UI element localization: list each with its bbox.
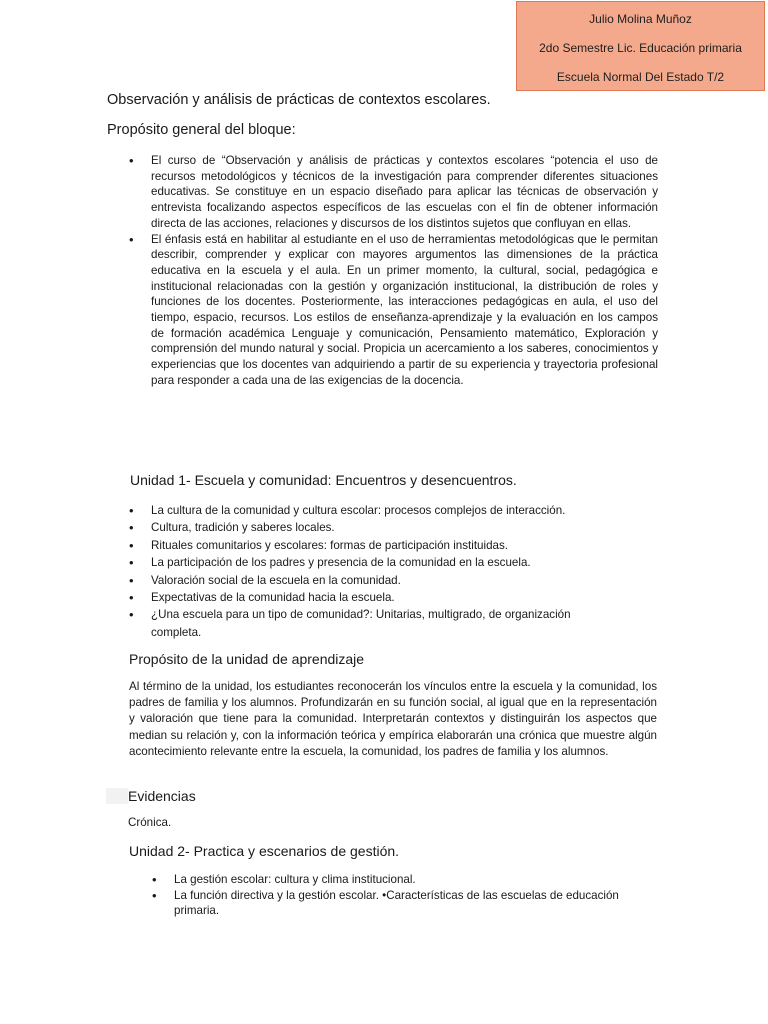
semester-program: 2do Semestre Lic. Educación primaria [539, 41, 742, 55]
list-item: • Rituales comunitarios y escolares: formas de participación instituidas. [151, 537, 621, 554]
list-item: • La participación de los padres y presencia de la comunidad en la escuela. [151, 554, 621, 571]
evidence-text: Crónica. [128, 816, 172, 829]
list-item: • Valoración social de la escuela en la comunidad. [151, 572, 621, 589]
list-item: • Expectativas de la comunidad hacia la escuela. [151, 589, 621, 606]
school-name: Escuela Normal Del Estado T/2 [556, 70, 725, 84]
evidence-highlight [106, 788, 128, 804]
unit1-topic-list [151, 502, 621, 641]
evidence-heading: Evidencias [128, 788, 196, 804]
purpose-bullet-list [151, 153, 658, 389]
purpose-bullet: • El curso de “Observación y análisis de prácticas y contextos escolares “potencia el uso de recursos metodológicos y técnicos de la investigación para comprender diferentes situaciones educativas. Se constituye en un espacio diseñado para aplicar las técnicas de observación y entrevista focalizando aspectos específicos de las escuelas con el fin de obtener información directa de las acciones, relaciones y discursos de los distintos sujetos que confluyan en ellas. [151, 153, 658, 232]
author-name: Julio Molina Muñoz [589, 12, 692, 26]
unit1-purpose-text: Al término de la unidad, los estudiantes reconocerán los vínculos entre la escuela y la comunidad, los padres de familia y los alumnos. Profundizarán en su función social, al igual que en la representación y valoración que tiene para la comunidad. Interpretarán contextos y distinguirán los aspectos que median su relación y, con la información teórica y empírica elaborarán una crónica que muestre algún acontecimiento relevante entre la escuela, la comunidad, los padres de familia y los alumnos. [129, 680, 657, 758]
author-info-box [516, 1, 765, 91]
list-item: • Cultura, tradición y saberes locales. [151, 519, 621, 536]
document-title: Observación y análisis de prácticas de contextos escolares. [107, 92, 491, 108]
unit2-title: Unidad 2- Practica y escenarios de gestión. [129, 843, 400, 859]
list-item: • La función directiva y la gestión escolar. •Características de las escuelas de educación primaria. [174, 888, 662, 919]
purpose-bullet: • El énfasis está en habilitar al estudiante en el uso de herramientas metodológicas que le permitan describir, comprender y explicar con mayores argumentos las dimensiones de la práctica educativa en la escuela y el aula. En un primer momento, la cultural, social, pedagógica e institucional relacionadas con la gestión y organización institucional, la distribución de roles y funciones de los docentes. Posteriormente, las interacciones pedagógicas en aula, el uso del tiempo, espacio, recursos. Los estilos de enseñanza-aprendizaje y la evaluación en los campos de formación académica Lenguaje y comunicación, Pensamiento matemático, Exploración y comprensión del mundo natural y social. Propicia un acercamiento a los saberes, conocimientos y experiencias que los docentes van adquiriendo a partir de su experiencia y trayectoria profesional para responder a cada una de las exigencias de la docencia. [151, 232, 658, 389]
unit1-purpose-heading: Propósito de la unidad de aprendizaje [129, 651, 365, 667]
list-item: • La gestión escolar: cultura y clima institucional. [174, 872, 662, 888]
purpose-heading: Propósito general del bloque: [107, 122, 296, 138]
unit1-title: Unidad 1- Escuela y comunidad: Encuentros y desencuentros. [130, 472, 517, 488]
list-item: • La cultura de la comunidad y cultura escolar: procesos complejos de interacción. [151, 502, 621, 519]
list-item: • ¿Una escuela para un tipo de comunidad?: Unitarias, multigrado, de organización completa. [151, 606, 621, 641]
unit2-topic-list [174, 872, 662, 919]
